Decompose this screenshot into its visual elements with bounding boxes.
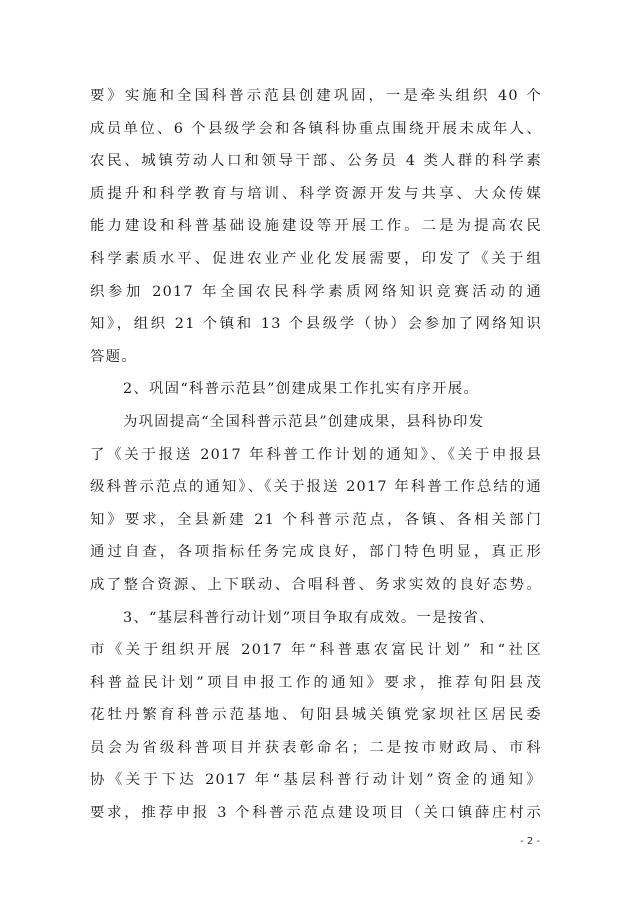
text-line: 要》实施和全国科普示范县创建巩固，一是牵头组织 40 个 (90, 88, 542, 104)
text-line: 通过自查，各项指标任务完成良好，部门特色明显，真正形 (90, 544, 542, 561)
text-line: 成员单位、6 个县级学会和各镇科协重点围绕开展未成年人、 (90, 120, 542, 137)
page-number: - 2 - (520, 836, 540, 847)
text-line: 要求，推荐申报 3 个科普示范点建设项目（关口镇薛庄村示 (90, 805, 542, 822)
text-line: 成了整合资源、上下联动、合唱科普、务求实效的良好态势。 (90, 576, 542, 593)
text-line: 协《关于下达 2017 年“基层科普行动计划”资金的通知》 (90, 772, 542, 789)
text-line: 能力建设和科普基础设施建设等开展工作。二是为提高农民 (90, 218, 542, 235)
text-line: 织参加 2017 年全国农民科学素质网络知识竞赛活动的通 (90, 283, 542, 300)
text-line: 农民、城镇劳动人口和领导干部、公务员 4 类人群的科学素 (90, 153, 542, 170)
paragraph-4 (90, 602, 542, 830)
text-line: 质提升和科学教育与培训、科学资源开发与共享、大众传媒 (90, 185, 542, 202)
text-line: 市《关于组织开展 2017 年“科普惠农富民计划” 和“社区 (90, 642, 542, 659)
text-line: 为巩固提高“全国科普示范县”创建成果，县科协印发 (123, 413, 485, 430)
document-body (90, 80, 542, 830)
paragraph-2 (90, 373, 542, 406)
text-line: 花牡丹繁育科普示范基地、旬阳县城关镇党家坝社区居民委 (90, 707, 542, 724)
text-line: 知》要求，全县新建 21 个科普示范点，各镇、各相关部门 (90, 511, 542, 528)
text-line: 科学素质水平、促进农业产业化发展需要，印发了《关于组 (90, 250, 542, 267)
paragraph-3 (90, 406, 542, 602)
text-line: 答题。 (90, 348, 137, 365)
paragraph-1 (90, 80, 542, 373)
text-line: 员会为省级科普项目并获表彰命名；二是按市财政局、市科 (90, 739, 542, 756)
text-line: 3、“基层科普行动计划”项目争取有成效。一是按省、 (123, 609, 495, 626)
text-line: 了《关于报送 2017 年科普工作计划的通知》、《关于申报县 (90, 446, 542, 463)
text-line: 科普益民计划”项目申报工作的通知》要求，推荐旬阳县茂 (90, 674, 542, 691)
section-heading: 2、巩固“科普示范县”创建成果工作扎实有序开展。 (123, 381, 480, 398)
text-line: 级科普示范点的通知》、《关于报送 2017 年科普工作总结的通 (90, 479, 542, 496)
text-line: 知》，组织 21 个镇和 13 个县级学（协）会参加了网络知识 (90, 316, 542, 333)
